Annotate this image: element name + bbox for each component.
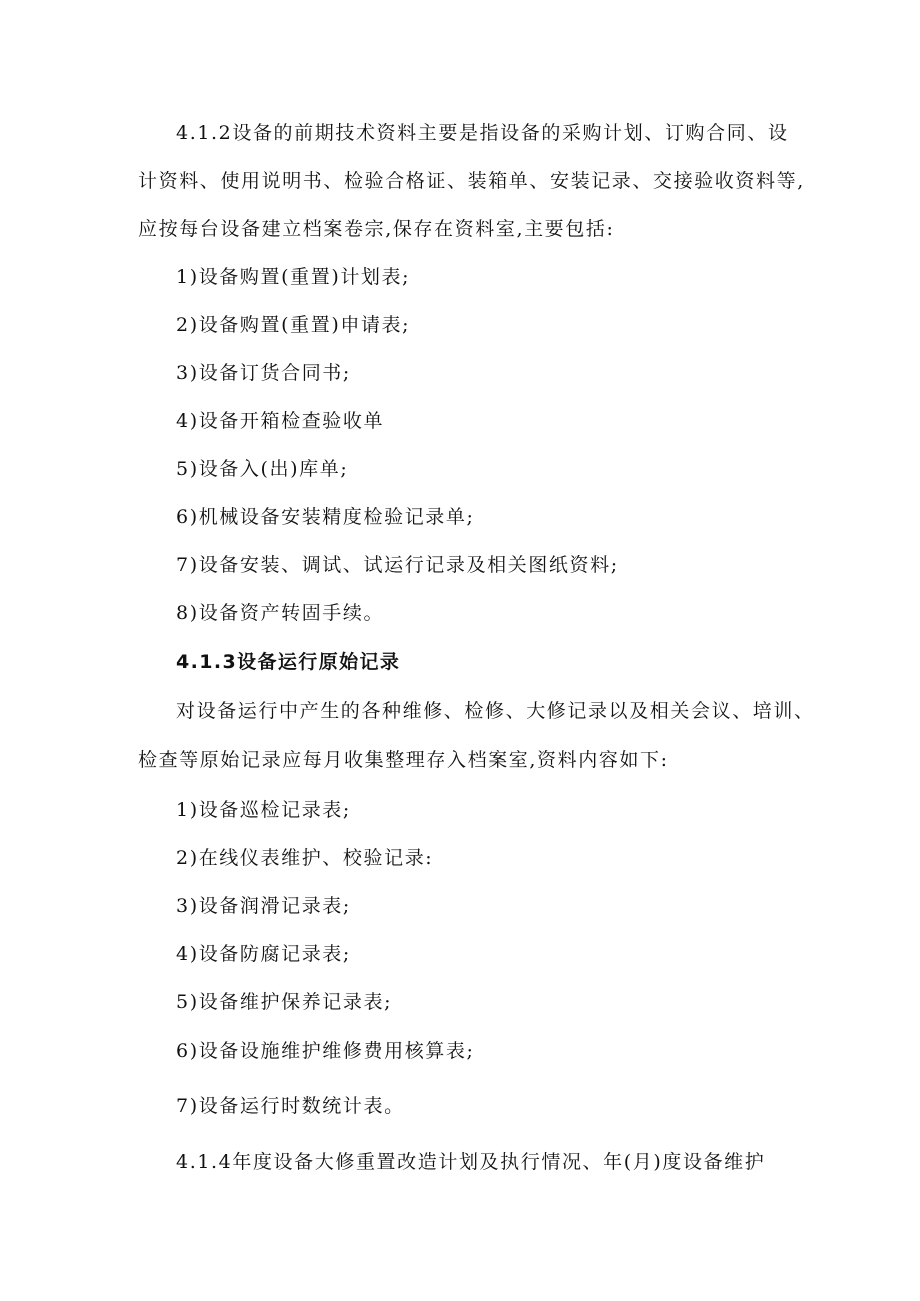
list-item: 5)设备维护保养记录表; — [176, 991, 393, 1013]
list-item: 8)设备资产转固手续。 — [176, 602, 385, 624]
paragraph-4-1-2-line-3: 应按每台设备建立档案卷宗,保存在资料室,主要包括: — [138, 218, 615, 240]
paragraph-4-1-3-line-1: 对设备运行中产生的各种维修、检修、大修记录以及相关会议、培训、 — [176, 700, 815, 722]
list-item: 5)设备入(出)库单; — [176, 458, 349, 480]
list-item: 2)设备购置(重置)申请表; — [176, 314, 411, 336]
list-item: 4)设备防腐记录表; — [176, 943, 351, 965]
list-item: 3)设备润滑记录表; — [176, 895, 351, 917]
list-item: 1)设备巡检记录表; — [176, 799, 351, 821]
list-item: 7)设备安装、调试、试运行记录及相关图纸资料; — [176, 554, 619, 576]
paragraph-4-1-4-line-1: 4.1.4年度设备大修重置改造计划及执行情况、年(月)度设备维护 — [176, 1151, 766, 1173]
list-item: 7)设备运行时数统计表。 — [176, 1095, 405, 1117]
paragraph-4-1-2-line-2: 计资料、使用说明书、检验合格证、装箱单、安装记录、交接验收资料等, — [138, 170, 805, 192]
section-heading-4-1-3: 4.1.3设备运行原始记录 — [176, 651, 401, 673]
list-item: 4)设备开箱检查验收单 — [176, 410, 385, 432]
list-item: 6)设备设施维护维修费用核算表; — [176, 1040, 475, 1062]
paragraph-4-1-2-line-1: 4.1.2设备的前期技术资料主要是指设备的采购计划、订购合同、设 — [176, 122, 789, 144]
list-item: 3)设备订货合同书; — [176, 362, 351, 384]
paragraph-4-1-3-line-2: 检查等原始记录应每月收集整理存入档案室,资料内容如下: — [138, 749, 669, 771]
list-item: 1)设备购置(重置)计划表; — [176, 266, 411, 288]
list-item: 2)在线仪表维护、校验记录: — [176, 847, 434, 869]
list-item: 6)机械设备安装精度检验记录单; — [176, 506, 475, 528]
